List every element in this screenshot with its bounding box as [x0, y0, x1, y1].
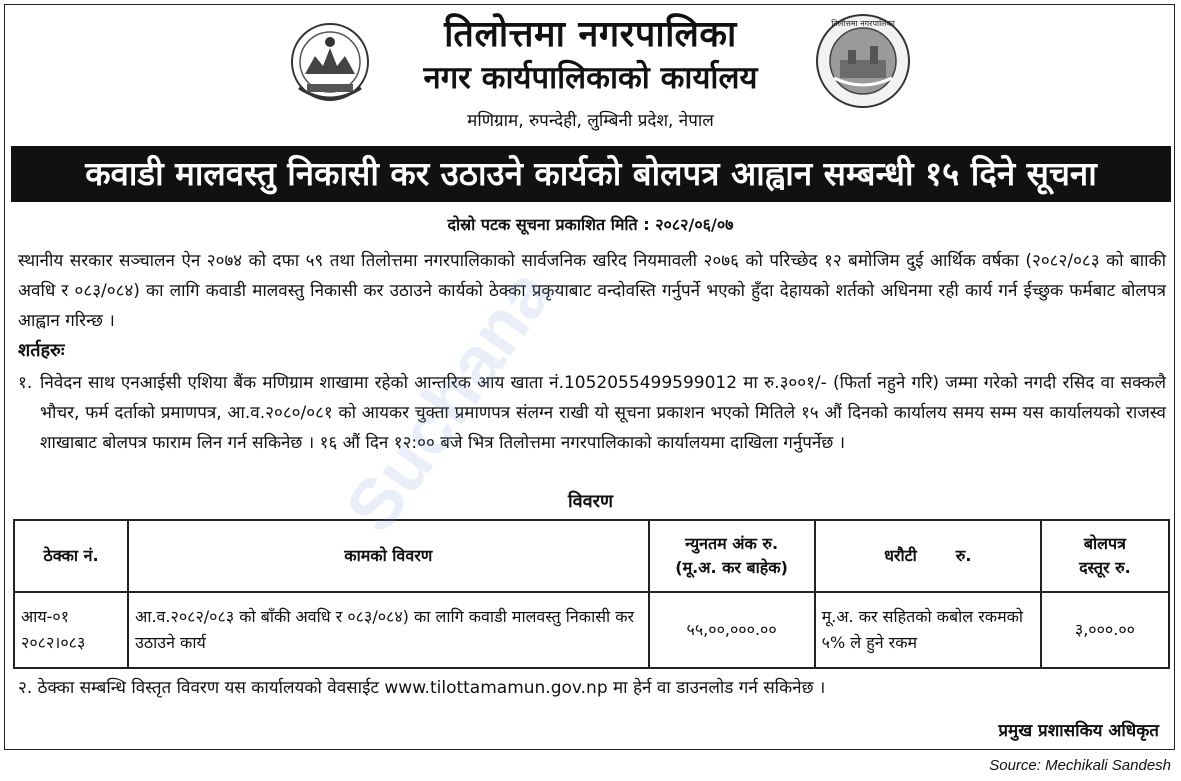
cell-contract-no-line2: २०८२।०८३ [21, 633, 86, 652]
signatory: प्रमुख प्रशासकिय अधिकृत [998, 721, 1159, 741]
table-title: विवरण [567, 491, 614, 512]
cell-min-amount: ५५,००,०००.०० [649, 592, 815, 668]
condition-item-2: २. ठेक्का सम्बन्धि विस्तृत विवरण यस कार्यालयको वेवसाईट www.tilottamamun.gov.np मा हेर्न वा डाउनलोड गर्न सकिनेछ । [18, 678, 826, 698]
header-contract-no: ठेक्का नं. [14, 520, 128, 592]
conditions-heading: शर्तहरुः [18, 340, 65, 361]
office-subtitle: नगर कार्यपालिकाको कार्यालय [423, 60, 758, 96]
header-min-amount-line2: (मू.अ. कर बाहेक) [675, 558, 788, 577]
cell-work-desc: आ.व.२०८२/०८३ को बाँकी अवधि र ०८३/०८४) का लागि कवाडी मालवस्तु निकासी कर उठाउने कार्य [128, 592, 648, 668]
header-deposit: धरौटी रु. [815, 520, 1041, 592]
cell-contract-no [14, 592, 128, 668]
logo-text: तिलोत्तमा नगरपालिका [831, 19, 895, 28]
cell-contract-no-line1: आय-०१ [21, 607, 70, 626]
watermark: Suchana [330, 254, 569, 547]
header-work-desc: कामको विवरण [128, 520, 648, 592]
intro-paragraph: स्थानीय सरकार सञ्चालन ऐन २०७४ को दफा ५९ तथा तिलोत्तमा नगरपालिकाको सार्वजनिक खरिद नियमावली २०७६ को परिच्छेद १२ बमोजिम दुई आर्थिक वर्षका (२०८२/०८३ को बााकी अवधि र ०८३/०८४) का लागि कवाडी मालवस्तु निकासी कर उठाउने कार्यको ठेक्का प्रकृयाबाट वन्दोवस्ति गर्नुपर्ने भएको हुँदा देहायको शर्तको अधिनमा रही कार्य गर्न ईच्छुक फर्मबाट बोलपत्र आह्वान गरिन्छ । [18, 251, 1166, 331]
table-row [14, 592, 1169, 668]
cell-deposit: मू.अ. कर सहितको कबोल रकमको ५% ले हुने रकम [815, 592, 1041, 668]
cell-fee: ३,०००.०० [1041, 592, 1169, 668]
office-address: मणिग्राम, रुपन्देही, लुम्बिनी प्रदेश, नेपाल [467, 111, 714, 131]
source-credit: Source: Mechikali Sandesh [989, 757, 1171, 774]
notice-banner: कवाडी मालवस्तु निकासी कर उठाउने कार्यको बोलपत्र आह्वान सम्बन्धी १५ दिने सूचना [11, 146, 1171, 202]
contract-table [13, 519, 1170, 669]
table-header-row [14, 520, 1169, 592]
header-fee-line2: दस्तूर रु. [1079, 558, 1131, 577]
header-fee [1041, 520, 1169, 592]
condition-item-1-number: १. [18, 373, 33, 393]
header-fee-line1: बोलपत्र [1083, 534, 1126, 553]
header-min-amount [649, 520, 815, 592]
municipality-title: तिलोत्तमा नगरपालिका [444, 14, 737, 55]
header-min-amount-line1: न्युनतम अंक रु. [685, 534, 779, 553]
publication-date: दोस्रो पटक सूचना प्रकाशित मिति : २०८२/०६/०७ [447, 215, 734, 234]
condition-item-1-text: निवेदन साथ एनआईसी एशिया बैंक मणिग्राम शाखामा रहेको आन्तरिक आय खाता नं.1052055499599012 मा रु.३००१/- (फिर्ता नहुने गरि) जम्मा गरेको नगदी रसिद वा सक्कलै भौचर, फर्म दर्ताको प्रमाणपत्र, आ.व.२०८०/०८१ को आयकर चुक्ता प्रमाणपत्र संलग्न राखी यो सूचना प्रकाशन भएको मितिले १५ औं दिनको कार्यालय समय सम्म यस कार्यालयको राजस्व शाखाबाट बोलपत्र फाराम लिन गर्न सकिनेछ । १६ औं दिन १२:०० बजे भित्र तिलोत्तमा नगरपालिकाको कार्यालयमा दाखिला गर्नुपर्नेछ । [40, 373, 1166, 453]
